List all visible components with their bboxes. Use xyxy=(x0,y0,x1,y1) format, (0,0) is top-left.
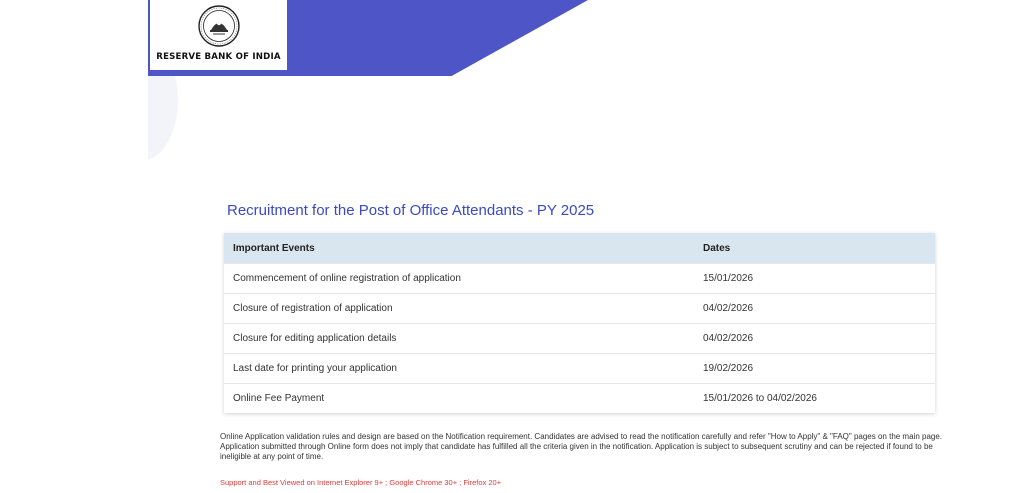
date-cell: 04/02/2026 xyxy=(694,324,935,354)
left-margin xyxy=(0,0,148,493)
event-cell: Online Fee Payment xyxy=(224,384,694,414)
date-cell: 04/02/2026 xyxy=(694,294,935,324)
event-cell: Commencement of online registration of application xyxy=(224,264,694,294)
logo[interactable] xyxy=(150,0,287,70)
event-cell: Last date for printing your application xyxy=(224,354,694,384)
browser-support-note: Support and Best Viewed on Internet Explorer 9+ ; Google Chrome 30+ ; Firefox 20+ xyxy=(220,478,502,487)
table-header-row xyxy=(224,233,935,264)
table-row xyxy=(224,354,935,384)
table-row xyxy=(224,294,935,324)
page-title: Recruitment for the Post of Office Attendants - PY 2025 xyxy=(227,202,595,219)
table-row xyxy=(224,384,935,414)
event-cell: Closure for editing application details xyxy=(224,324,694,354)
table-row xyxy=(224,324,935,354)
events-column-header: Important Events xyxy=(224,233,694,264)
important-events-table xyxy=(224,233,935,413)
instructions-note: Online Application validation rules and design are based on the Notification requirement. Candidates are advised to read the notification carefully and refer "How to Apply" & "FAQ" pages on the main page. Application submitted through Online form does not imply that candidate has fulfilled all the criteria given in the notification. Application is subject to subsequent scrutiny and can be rejected if found to be ineligible at any point of time. xyxy=(220,432,943,461)
date-cell: 15/01/2026 xyxy=(694,264,935,294)
dates-column-header: Dates xyxy=(694,233,935,264)
event-cell: Closure of registration of application xyxy=(224,294,694,324)
date-cell: 19/02/2026 xyxy=(694,354,935,384)
table-row xyxy=(224,264,935,294)
rbi-seal-icon xyxy=(197,4,241,48)
logo-text: RESERVE BANK OF INDIA xyxy=(156,52,281,62)
date-cell: 15/01/2026 to 04/02/2026 xyxy=(694,384,935,414)
